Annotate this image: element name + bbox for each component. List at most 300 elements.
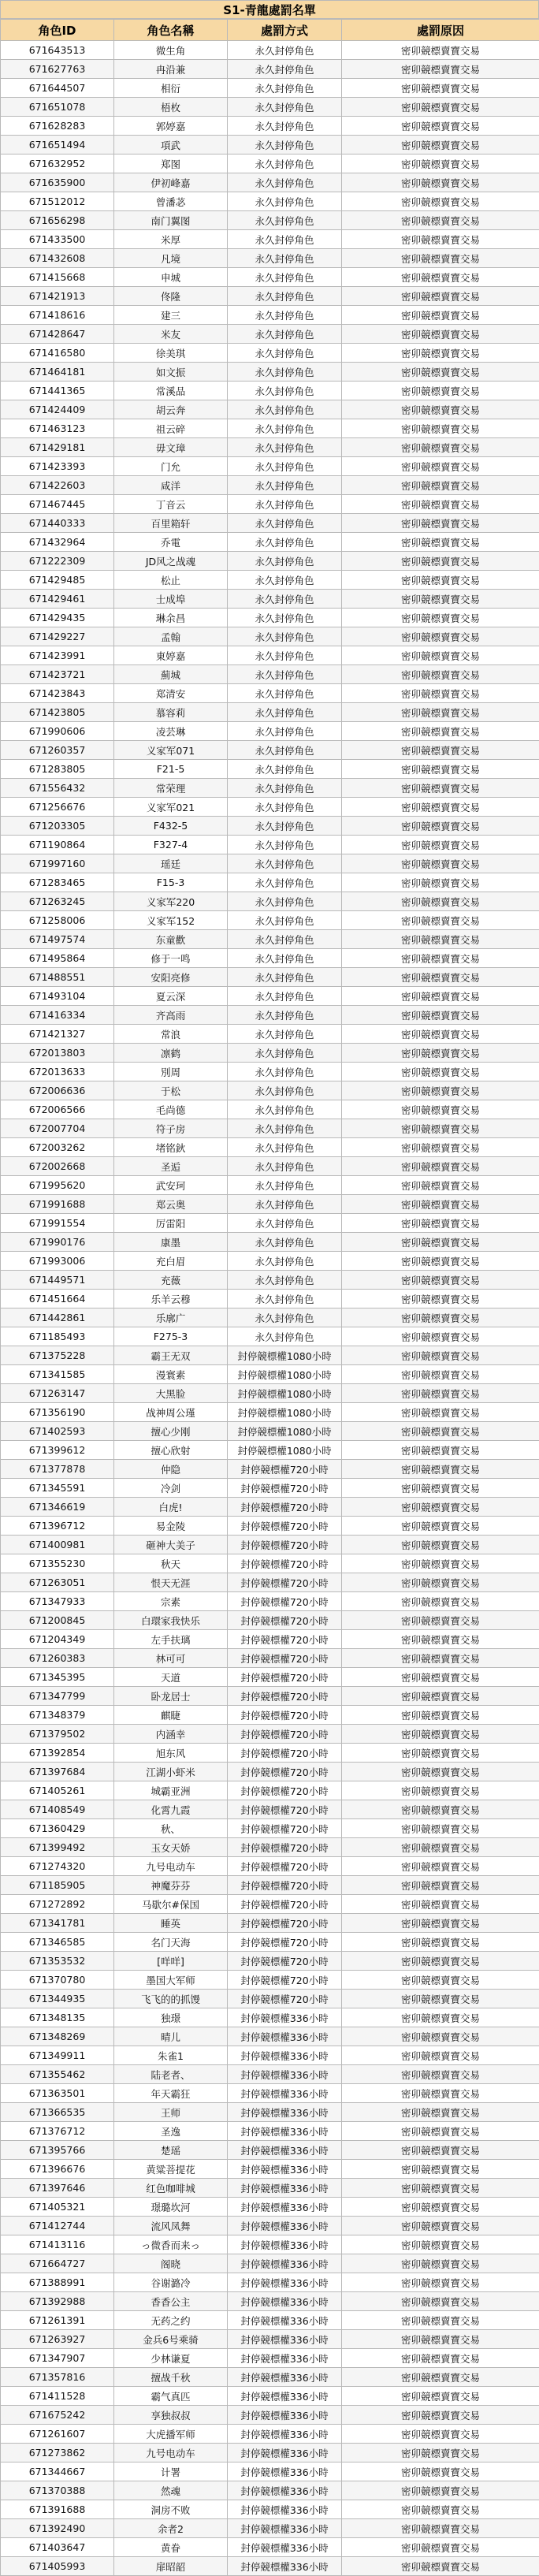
table-row (1, 1895, 539, 1914)
cell-role-id: 671366535 (1, 2103, 114, 2122)
table-row (1, 1479, 539, 1498)
cell-role-id: 671411528 (1, 2387, 114, 2406)
cell-penalty-method: 封停競標權720小時 (228, 1611, 342, 1630)
cell-role-id: 671991554 (1, 1214, 114, 1233)
cell-role-id: 671399612 (1, 1441, 114, 1460)
cell-role-id: 671556432 (1, 779, 114, 798)
table-row (1, 363, 539, 382)
cell-penalty-method: 封停競標權720小時 (228, 1630, 342, 1649)
table-row (1, 514, 539, 533)
cell-penalty-method: 封停競標權1080小時 (228, 1403, 342, 1422)
cell-penalty-reason: 密卯競標賣寶交易 (342, 438, 539, 457)
table-row (1, 1630, 539, 1649)
cell-role-name: 白虎! (114, 1498, 228, 1517)
cell-role-name: 九号电动车 (114, 1857, 228, 1876)
cell-role-id: 671403647 (1, 2538, 114, 2557)
cell-penalty-method: 永久封停角色 (228, 1025, 342, 1044)
cell-penalty-reason: 密卯競標賣寶交易 (342, 2179, 539, 2198)
cell-role-id: 671203305 (1, 817, 114, 836)
cell-penalty-reason: 密卯競標賣寶交易 (342, 2311, 539, 2330)
cell-role-id: 671263147 (1, 1384, 114, 1403)
cell-role-name: 南门翼图 (114, 211, 228, 230)
cell-penalty-method: 封停競標權720小時 (228, 1668, 342, 1687)
penalty-table (0, 19, 539, 2576)
table-row (1, 1592, 539, 1611)
cell-role-id: 671375228 (1, 1346, 114, 1365)
cell-role-id: 671345591 (1, 1479, 114, 1498)
cell-penalty-method: 封停競標權336小時 (228, 2084, 342, 2103)
cell-penalty-method: 封停競標權336小時 (228, 2500, 342, 2519)
cell-role-name: 乐廓广 (114, 1308, 228, 1327)
cell-role-id: 671429227 (1, 627, 114, 646)
cell-penalty-method: 封停競標權336小時 (228, 2122, 342, 2141)
cell-penalty-method: 永久封停角色 (228, 854, 342, 873)
table-row (1, 703, 539, 722)
cell-penalty-method: 永久封停角色 (228, 514, 342, 533)
cell-penalty-reason: 密卯競標賣寶交易 (342, 1971, 539, 1990)
cell-role-name: 少林谦夏 (114, 2349, 228, 2368)
cell-role-id: 671497574 (1, 930, 114, 949)
table-row (1, 1857, 539, 1876)
cell-penalty-method: 永久封停角色 (228, 98, 342, 117)
cell-penalty-method: 永久封停角色 (228, 590, 342, 609)
cell-role-name: 麒睫 (114, 1706, 228, 1725)
cell-role-id: 671392988 (1, 2292, 114, 2311)
cell-role-name: 丁音云 (114, 495, 228, 514)
cell-role-id: 671274320 (1, 1857, 114, 1876)
cell-penalty-reason: 密卯競標賣寶交易 (342, 892, 539, 911)
cell-penalty-method: 永久封停角色 (228, 363, 342, 382)
cell-penalty-reason: 密卯競標賣寶交易 (342, 779, 539, 798)
cell-role-id: 671399492 (1, 1838, 114, 1857)
cell-role-name: 米友 (114, 325, 228, 344)
cell-role-name: 祖云碎 (114, 419, 228, 438)
cell-penalty-reason: 密卯競標賣寶交易 (342, 117, 539, 136)
cell-penalty-method: 封停競標權336小時 (228, 2027, 342, 2046)
header-role-id: 角色ID (1, 20, 114, 41)
cell-role-name: 朱雀1 (114, 2046, 228, 2065)
cell-penalty-method: 封停競標權336小時 (228, 2008, 342, 2027)
cell-penalty-reason: 密卯競標賣寶交易 (342, 873, 539, 892)
cell-role-name: 胡云奔 (114, 400, 228, 419)
table-row (1, 911, 539, 930)
table-row (1, 1819, 539, 1838)
table-row (1, 1517, 539, 1536)
cell-role-id: 671423721 (1, 665, 114, 684)
cell-role-name: 白環家我快乐 (114, 1611, 228, 1630)
table-row (1, 1195, 539, 1214)
cell-role-id: 671377878 (1, 1460, 114, 1479)
cell-penalty-method: 封停競標權720小時 (228, 1554, 342, 1573)
table-row (1, 1327, 539, 1346)
table-row (1, 2330, 539, 2349)
cell-penalty-method: 永久封停角色 (228, 173, 342, 192)
table-header (1, 20, 539, 41)
cell-role-name: 符子房 (114, 1119, 228, 1138)
cell-role-name: 余者2 (114, 2519, 228, 2538)
cell-role-name: 凌芸琳 (114, 722, 228, 741)
cell-role-name: 林可可 (114, 1649, 228, 1668)
cell-penalty-reason: 密卯競標賣寶交易 (342, 665, 539, 684)
cell-role-id: 671349911 (1, 2046, 114, 2065)
cell-role-name: 晴儿 (114, 2027, 228, 2046)
cell-penalty-method: 永久封停角色 (228, 552, 342, 571)
cell-role-name: 年天霸狂 (114, 2084, 228, 2103)
cell-role-id: 671392854 (1, 1744, 114, 1763)
table-row (1, 1800, 539, 1819)
table-row (1, 211, 539, 230)
cell-role-id: 671467445 (1, 495, 114, 514)
table-row (1, 1687, 539, 1706)
table-row (1, 344, 539, 363)
cell-penalty-reason: 密卯競標賣寶交易 (342, 1403, 539, 1422)
table-row (1, 192, 539, 211)
table-row (1, 1252, 539, 1271)
cell-penalty-reason: 密卯競標賣寶交易 (342, 1744, 539, 1763)
cell-penalty-reason: 密卯競標賣寶交易 (342, 590, 539, 609)
cell-penalty-method: 永久封停角色 (228, 609, 342, 627)
cell-role-name: 凛鹤 (114, 1044, 228, 1063)
cell-penalty-method: 永久封停角色 (228, 949, 342, 968)
cell-role-id: 671464181 (1, 363, 114, 382)
cell-role-name: 门允 (114, 457, 228, 476)
cell-penalty-reason: 密卯競標賣寶交易 (342, 1100, 539, 1119)
cell-penalty-method: 永久封停角色 (228, 1252, 342, 1271)
cell-penalty-method: 永久封停角色 (228, 1081, 342, 1100)
table-row (1, 2519, 539, 2538)
cell-role-name: 睡英 (114, 1914, 228, 1933)
cell-role-id: 671423393 (1, 457, 114, 476)
cell-penalty-method: 永久封停角色 (228, 627, 342, 646)
cell-role-id: 671263245 (1, 892, 114, 911)
cell-role-name: 化霄九霞 (114, 1800, 228, 1819)
cell-penalty-reason: 密卯競標賣寶交易 (342, 2141, 539, 2160)
table-row (1, 136, 539, 154)
cell-penalty-method: 永久封停角色 (228, 930, 342, 949)
cell-role-name: 金兵6号乘骑 (114, 2330, 228, 2349)
table-row (1, 1838, 539, 1857)
cell-penalty-reason: 密卯競標賣寶交易 (342, 1819, 539, 1838)
cell-role-name: 曾潘苾 (114, 192, 228, 211)
cell-penalty-reason: 密卯競標賣寶交易 (342, 1365, 539, 1384)
table-row (1, 1214, 539, 1233)
cell-role-id: 671360429 (1, 1819, 114, 1838)
cell-role-id: 672006566 (1, 1100, 114, 1119)
cell-penalty-method: 封停競標權336小時 (228, 2330, 342, 2349)
cell-penalty-method: 永久封停角色 (228, 117, 342, 136)
cell-role-name: 修于一鸣 (114, 949, 228, 968)
cell-role-name: 名门天海 (114, 1933, 228, 1952)
cell-role-id: 671424409 (1, 400, 114, 419)
cell-penalty-method: 永久封停角色 (228, 760, 342, 779)
cell-role-id: 671429461 (1, 590, 114, 609)
cell-penalty-reason: 密卯競標賣寶交易 (342, 249, 539, 268)
table-row (1, 873, 539, 892)
cell-role-name: 谷谢潞冷 (114, 2273, 228, 2292)
cell-penalty-reason: 密卯競標賣寶交易 (342, 2444, 539, 2462)
cell-penalty-method: 永久封停角色 (228, 1157, 342, 1176)
table-row (1, 1100, 539, 1119)
table-row (1, 2462, 539, 2481)
cell-penalty-method: 封停競標權336小時 (228, 2557, 342, 2576)
cell-penalty-method: 封停競標權336小時 (228, 2444, 342, 2462)
cell-penalty-reason: 密卯競標賣寶交易 (342, 1781, 539, 1800)
cell-penalty-method: 永久封停角色 (228, 741, 342, 760)
sheet-title: S1-青龍處罰名單 (0, 0, 539, 19)
cell-role-name: 黄粱菩提花 (114, 2160, 228, 2179)
cell-penalty-reason: 密卯競標賣寶交易 (342, 1857, 539, 1876)
cell-role-name: 冷剑 (114, 1479, 228, 1498)
cell-penalty-method: 永久封停角色 (228, 79, 342, 98)
cell-penalty-reason: 密卯競標賣寶交易 (342, 2027, 539, 2046)
cell-role-name: JD风之战魂 (114, 552, 228, 571)
cell-role-name: 充白眉 (114, 1252, 228, 1271)
cell-role-name: 于松 (114, 1081, 228, 1100)
cell-penalty-reason: 密卯競標賣寶交易 (342, 2084, 539, 2103)
cell-penalty-method: 封停競標權336小時 (228, 2273, 342, 2292)
cell-penalty-reason: 密卯競標賣寶交易 (342, 1990, 539, 2008)
cell-penalty-reason: 密卯競標賣寶交易 (342, 192, 539, 211)
cell-penalty-reason: 密卯競標賣寶交易 (342, 1044, 539, 1063)
cell-role-id: 671441365 (1, 382, 114, 400)
cell-role-id: 671261607 (1, 2425, 114, 2444)
cell-role-id: 671432608 (1, 249, 114, 268)
cell-penalty-method: 封停競標權1080小時 (228, 1346, 342, 1365)
cell-role-name: 武安珂 (114, 1176, 228, 1195)
cell-role-name: 砸神大美子 (114, 1536, 228, 1554)
cell-role-id: 671463123 (1, 419, 114, 438)
cell-penalty-reason: 密卯競標賣寶交易 (342, 1346, 539, 1365)
cell-penalty-method: 永久封停角色 (228, 41, 342, 60)
cell-role-name: 常溪品 (114, 382, 228, 400)
cell-role-id: 671397684 (1, 1763, 114, 1781)
table-row (1, 1422, 539, 1441)
cell-role-id: 671347933 (1, 1592, 114, 1611)
cell-role-name: 旭东风 (114, 1744, 228, 1763)
cell-penalty-reason: 密卯競標賣寶交易 (342, 1876, 539, 1895)
cell-role-name: 乐羊云穆 (114, 1290, 228, 1308)
cell-role-id: 671405993 (1, 2557, 114, 2576)
cell-role-id: 671391688 (1, 2500, 114, 2519)
table-row (1, 2557, 539, 2576)
cell-penalty-reason: 密卯競標賣寶交易 (342, 2330, 539, 2349)
cell-penalty-reason: 密卯競標賣寶交易 (342, 1422, 539, 1441)
table-row (1, 2235, 539, 2254)
table-row (1, 1157, 539, 1176)
cell-penalty-method: 永久封停角色 (228, 1195, 342, 1214)
cell-role-id: 671395766 (1, 2141, 114, 2160)
cell-penalty-reason: 密卯競標賣寶交易 (342, 60, 539, 79)
cell-role-name: 厉雷阳 (114, 1214, 228, 1233)
table-row (1, 1290, 539, 1308)
table-row (1, 476, 539, 495)
cell-role-id: 671370780 (1, 1971, 114, 1990)
cell-role-name: 飞飞的的抓馒 (114, 1990, 228, 2008)
cell-penalty-method: 封停競標權1080小時 (228, 1441, 342, 1460)
cell-penalty-method: 永久封停角色 (228, 1119, 342, 1138)
cell-role-id: 671396676 (1, 2160, 114, 2179)
cell-role-name: 城霸亚洲 (114, 1781, 228, 1800)
cell-role-name: F21-5 (114, 760, 228, 779)
cell-penalty-reason: 密卯競標賣寶交易 (342, 1517, 539, 1536)
cell-role-id: 671273862 (1, 2444, 114, 2462)
cell-role-name: っ微香而来っ (114, 2235, 228, 2254)
cell-role-id: 671451664 (1, 1290, 114, 1308)
cell-role-name: 九号电动车 (114, 2444, 228, 2462)
cell-penalty-method: 封停競標權336小時 (228, 2254, 342, 2273)
cell-role-id: 671341585 (1, 1365, 114, 1384)
cell-role-id: 671675242 (1, 2406, 114, 2425)
table-row (1, 1952, 539, 1971)
cell-role-name: 梧枚 (114, 98, 228, 117)
cell-role-id: 671656298 (1, 211, 114, 230)
cell-role-id: 671440333 (1, 514, 114, 533)
cell-penalty-reason: 密卯競標賣寶交易 (342, 344, 539, 363)
cell-role-name: F327-4 (114, 836, 228, 854)
cell-role-id: 671405321 (1, 2198, 114, 2217)
cell-role-id: 671370388 (1, 2481, 114, 2500)
table-row (1, 1706, 539, 1725)
cell-penalty-method: 永久封停角色 (228, 1176, 342, 1195)
cell-role-id: 671495864 (1, 949, 114, 968)
header-penalty-reason: 處罰原因 (342, 20, 539, 41)
cell-role-id: 671357816 (1, 2368, 114, 2387)
cell-penalty-method: 永久封停角色 (228, 798, 342, 817)
cell-role-name: 孟翰 (114, 627, 228, 646)
cell-penalty-reason: 密卯競標賣寶交易 (342, 930, 539, 949)
table-row (1, 2046, 539, 2065)
table-row (1, 60, 539, 79)
cell-role-id: 671488551 (1, 968, 114, 987)
cell-role-name: 义家军071 (114, 741, 228, 760)
cell-penalty-method: 永久封停角色 (228, 722, 342, 741)
table-row (1, 1441, 539, 1460)
cell-role-id: 671416580 (1, 344, 114, 363)
cell-role-name: 享独叔叔 (114, 2406, 228, 2425)
cell-role-name: 霸气真匹 (114, 2387, 228, 2406)
cell-role-id: 671345395 (1, 1668, 114, 1687)
cell-penalty-reason: 密卯競標賣寶交易 (342, 306, 539, 325)
cell-penalty-reason: 密卯競標賣寶交易 (342, 476, 539, 495)
table-row (1, 1763, 539, 1781)
cell-penalty-reason: 密卯競標賣寶交易 (342, 514, 539, 533)
cell-penalty-reason: 密卯競標賣寶交易 (342, 1895, 539, 1914)
cell-role-id: 671400981 (1, 1536, 114, 1554)
cell-role-name: 卧龙居士 (114, 1687, 228, 1706)
cell-role-name: 項武 (114, 136, 228, 154)
table-row (1, 1346, 539, 1365)
table-row (1, 722, 539, 741)
cell-penalty-reason: 密卯競標賣寶交易 (342, 1327, 539, 1346)
cell-role-name: 咸洋 (114, 476, 228, 495)
cell-penalty-method: 永久封停角色 (228, 249, 342, 268)
cell-penalty-reason: 密卯競標賣寶交易 (342, 2254, 539, 2273)
cell-penalty-reason: 密卯競標賣寶交易 (342, 41, 539, 60)
table-row (1, 173, 539, 192)
cell-role-id: 671397646 (1, 2179, 114, 2198)
table-row (1, 590, 539, 609)
cell-role-id: 671341781 (1, 1914, 114, 1933)
cell-role-name: 相衍 (114, 79, 228, 98)
table-row (1, 2254, 539, 2273)
table-row (1, 325, 539, 344)
cell-penalty-method: 封停競標權336小時 (228, 2425, 342, 2444)
cell-role-id: 671428647 (1, 325, 114, 344)
table-row (1, 1971, 539, 1990)
cell-penalty-method: 永久封停角色 (228, 457, 342, 476)
cell-role-name: 战神周公瑾 (114, 1403, 228, 1422)
cell-role-name: 士成埠 (114, 590, 228, 609)
cell-role-id: 671346619 (1, 1498, 114, 1517)
cell-role-id: 671635900 (1, 173, 114, 192)
cell-role-name: F15-3 (114, 873, 228, 892)
table-row (1, 1044, 539, 1063)
cell-penalty-method: 永久封停角色 (228, 1044, 342, 1063)
cell-penalty-reason: 密卯競標賣寶交易 (342, 571, 539, 590)
cell-penalty-reason: 密卯競標賣寶交易 (342, 2425, 539, 2444)
cell-penalty-reason: 密卯競標賣寶交易 (342, 2368, 539, 2387)
cell-penalty-method: 封停競標權336小時 (228, 2519, 342, 2538)
cell-role-id: 671412744 (1, 2217, 114, 2235)
cell-penalty-method: 封停競標權720小時 (228, 1914, 342, 1933)
cell-penalty-reason: 密卯競標賣寶交易 (342, 1214, 539, 1233)
table-row (1, 2406, 539, 2425)
cell-penalty-method: 永久封停角色 (228, 438, 342, 457)
cell-role-name: 齐高雨 (114, 1006, 228, 1025)
cell-role-id: 671408549 (1, 1800, 114, 1819)
cell-penalty-reason: 密卯競標賣寶交易 (342, 817, 539, 836)
cell-role-name: 大黑脸 (114, 1384, 228, 1403)
table-row (1, 1781, 539, 1800)
cell-role-name: 郑清安 (114, 684, 228, 703)
cell-penalty-method: 封停競標權336小時 (228, 2160, 342, 2179)
cell-role-id: 671429435 (1, 609, 114, 627)
cell-penalty-reason: 密卯競標賣寶交易 (342, 627, 539, 646)
table-row (1, 1176, 539, 1195)
cell-role-id: 671423843 (1, 684, 114, 703)
cell-penalty-reason: 密卯競標賣寶交易 (342, 2235, 539, 2254)
cell-role-name: 义家军021 (114, 798, 228, 817)
cell-role-id: 671627763 (1, 60, 114, 79)
table-row (1, 2349, 539, 2368)
cell-role-id: 672002668 (1, 1157, 114, 1176)
cell-role-id: 671493104 (1, 987, 114, 1006)
table-row (1, 2065, 539, 2084)
cell-role-id: 671263051 (1, 1573, 114, 1592)
cell-penalty-reason: 密卯競標賣寶交易 (342, 1119, 539, 1138)
cell-penalty-reason: 密卯競標賣寶交易 (342, 1025, 539, 1044)
table-row (1, 2103, 539, 2122)
cell-penalty-method: 永久封停角色 (228, 571, 342, 590)
cell-penalty-method: 永久封停角色 (228, 646, 342, 665)
table-row (1, 817, 539, 836)
cell-penalty-method: 封停競標權336小時 (228, 2046, 342, 2065)
cell-penalty-reason: 密卯競標賣寶交易 (342, 1838, 539, 1857)
cell-role-id: 671449571 (1, 1271, 114, 1290)
cell-penalty-method: 永久封停角色 (228, 287, 342, 306)
cell-penalty-method: 永久封停角色 (228, 1290, 342, 1308)
cell-penalty-reason: 密卯競標賣寶交易 (342, 760, 539, 779)
cell-role-id: 671263927 (1, 2330, 114, 2349)
cell-penalty-method: 封停競標權720小時 (228, 1725, 342, 1744)
cell-role-name: 松止 (114, 571, 228, 590)
cell-penalty-reason: 密卯競標賣寶交易 (342, 287, 539, 306)
table-row (1, 287, 539, 306)
cell-role-name: 义家军152 (114, 911, 228, 930)
cell-role-id: 671429485 (1, 571, 114, 590)
cell-penalty-reason: 密卯競標賣寶交易 (342, 1952, 539, 1971)
cell-role-name: 如文振 (114, 363, 228, 382)
